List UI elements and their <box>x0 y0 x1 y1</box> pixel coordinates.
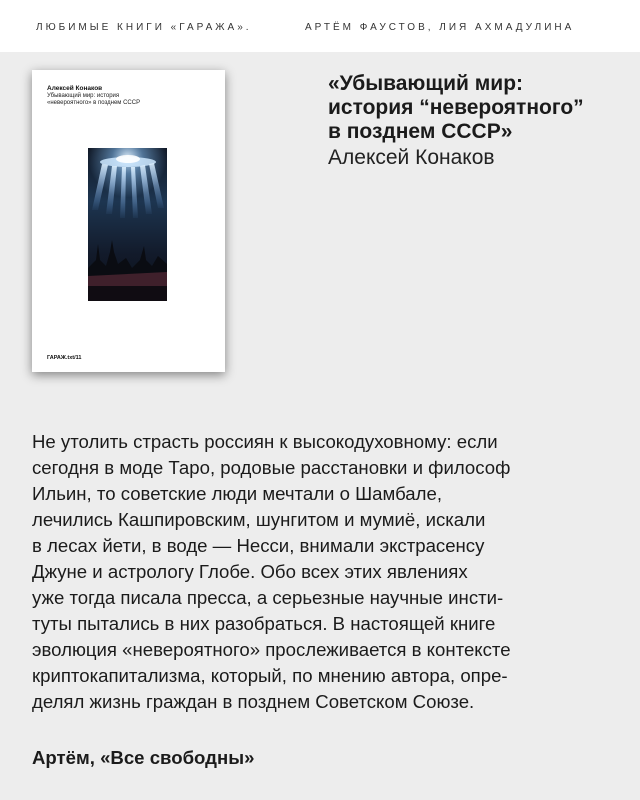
page-header <box>0 0 640 52</box>
book-description <box>32 429 632 715</box>
header-series-label: ЛЮБИМЫЕ КНИГИ «ГАРАЖА». <box>36 22 252 33</box>
description-line: Не утолить страсть россиян к высокодуховному: если <box>32 431 498 452</box>
cover-author: Алексей Конаков <box>47 85 103 92</box>
cover-title <box>47 93 177 107</box>
ufo-night-illustration <box>88 148 167 301</box>
cover-illustration <box>88 148 167 301</box>
book-author: Алексей Конаков <box>328 146 495 169</box>
book-cover <box>32 70 225 372</box>
description-line: Ильин, то советские люди мечтали о Шамбале, <box>32 483 442 504</box>
description-line: эволюция «невероятного» прослеживается в контексте <box>32 639 511 660</box>
book-title-line: история “невероятного” <box>328 96 584 119</box>
description-line: туты пытались в них разобраться. В настоящей книге <box>32 613 496 634</box>
review-signature: Артём, «Все свободны» <box>32 747 255 768</box>
description-line: уже тогда писала пресса, а серьезные научные инсти- <box>32 587 504 608</box>
description-line: в лесах йети, в воде — Несси, внимали экстрасенсу <box>32 535 485 556</box>
book-title-line: в позднем СССР» <box>328 120 513 143</box>
cover-title-line: «невероятного» в позднем СССР <box>47 100 141 106</box>
header-authors-label: АРТЁМ ФАУСТОВ, ЛИЯ АХМАДУЛИНА <box>305 22 575 33</box>
cover-title-line: Убывающий мир: история <box>47 93 120 99</box>
description-line: сегодня в моде Таро, родовые расстановки и философ <box>32 457 511 478</box>
description-line: Джуне и астрологу Глобе. Обо всех этих явлениях <box>32 561 468 582</box>
book-title <box>328 72 623 144</box>
book-title-line: «Убывающий мир: <box>328 72 524 95</box>
description-line: делял жизнь граждан в позднем Советском Союзе. <box>32 691 475 712</box>
description-line: лечились Кашпировским, шунгитом и мумиё, искали <box>32 509 486 530</box>
cover-series-mark: ГАРАЖ.txt/11 <box>47 355 82 361</box>
description-line: криптокапитализма, который, по мнению автора, опре- <box>32 665 508 686</box>
